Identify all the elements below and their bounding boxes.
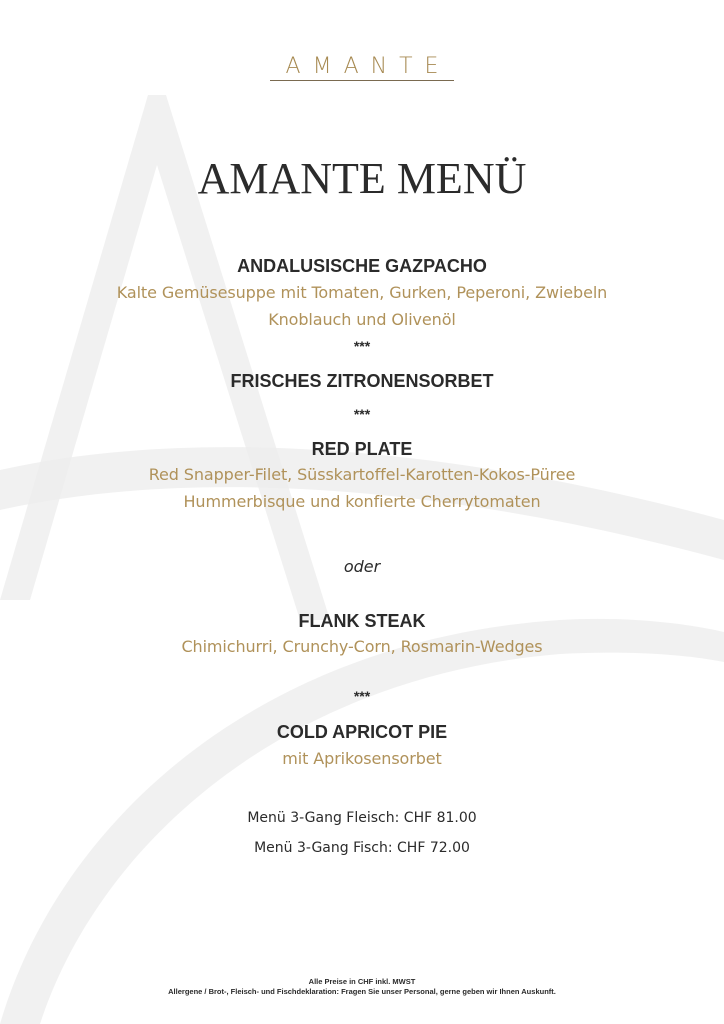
- dish-description: mit Aprikosensorbet: [282, 749, 442, 768]
- dish-description: Chimichurri, Crunchy-Corn, Rosmarin-Wedges: [181, 637, 543, 656]
- dish-name: FRISCHES ZITRONENSORBET: [230, 371, 494, 391]
- price-meat: Menü 3-Gang Fleisch: CHF 81.00: [247, 810, 477, 826]
- dish-description: Knoblauch und Olivenöl: [268, 310, 456, 329]
- dish-name: RED PLATE: [311, 439, 413, 459]
- dish-description: Kalte Gemüsesuppe mit Tomaten, Gurken, Peperoni, Zwiebeln: [116, 283, 608, 302]
- brand-logo: AMANTE: [285, 54, 451, 79]
- dish-name: COLD APRICOT PIE: [276, 722, 448, 742]
- footer-price-note: Alle Preise in CHF inkl. MWST: [308, 977, 416, 986]
- alternative-label: oder: [343, 557, 381, 576]
- dish-description: Hummerbisque und konfierte Cherrytomaten: [183, 492, 541, 511]
- price-fish: Menü 3-Gang Fisch: CHF 72.00: [254, 840, 470, 856]
- menu-title: AMANTE MENÜ: [197, 154, 527, 203]
- footer-allergen-note: Allergene / Brot-, Fleisch- und Fischdeklaration: Fragen Sie unser Personal, gerne geben wir Ihnen Auskunft.: [168, 987, 556, 996]
- course-separator: ***: [353, 688, 371, 704]
- course-separator: ***: [353, 406, 371, 422]
- course-separator: ***: [353, 338, 371, 354]
- dish-name: ANDALUSISCHE GAZPACHO: [237, 256, 487, 276]
- logo-underline: [270, 80, 454, 81]
- dish-description: Red Snapper-Filet, Süsskartoffel-Karotten-Kokos-Püree: [148, 465, 576, 484]
- dish-name: FLANK STEAK: [298, 611, 426, 631]
